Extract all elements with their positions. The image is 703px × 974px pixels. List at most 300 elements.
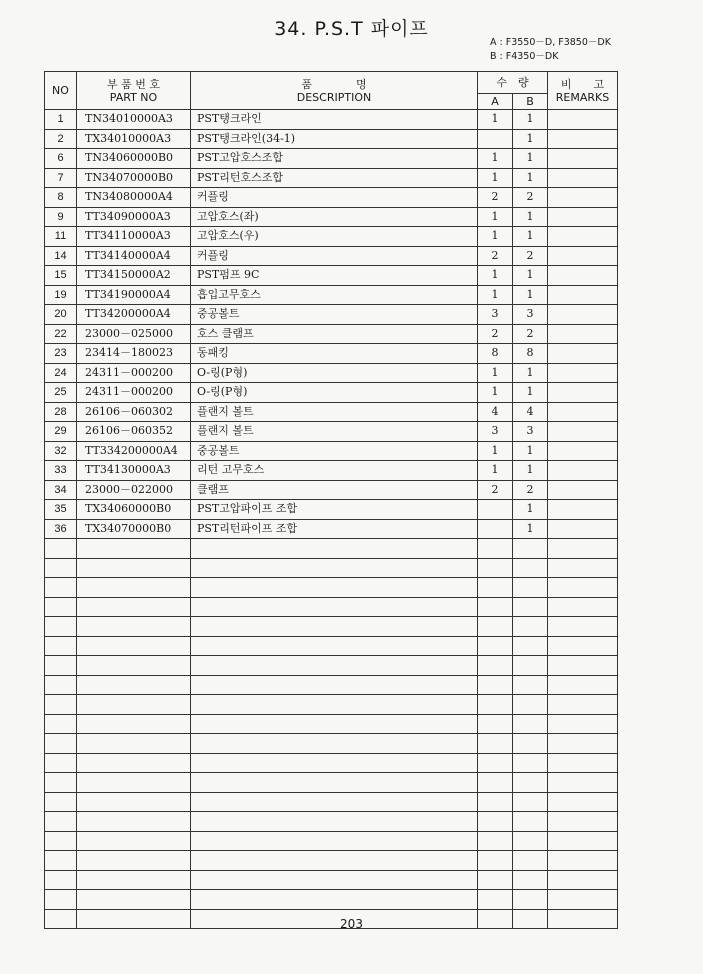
cell-remarks <box>548 246 618 266</box>
cell-qty-a: 2 <box>478 188 513 208</box>
cell-qty-a: 1 <box>478 363 513 383</box>
cell-qty-b: 1 <box>513 285 548 305</box>
cell-no: 9 <box>45 207 77 227</box>
cell-description <box>191 851 478 871</box>
table-row <box>45 695 618 715</box>
cell-part-no: TT34130000A3 <box>77 461 191 481</box>
cell-qty-b <box>513 675 548 695</box>
cell-no: 15 <box>45 266 77 286</box>
cell-no: 19 <box>45 285 77 305</box>
table-row <box>45 168 618 188</box>
cell-remarks <box>548 636 618 656</box>
cell-qty-a: 2 <box>478 480 513 500</box>
cell-qty-a <box>478 519 513 539</box>
cell-qty-a: 1 <box>478 441 513 461</box>
cell-qty-a: 1 <box>478 266 513 286</box>
table-row <box>45 539 618 559</box>
parts-table-body <box>45 110 618 929</box>
cell-qty-a <box>478 890 513 910</box>
cell-part-no: TT34200000A4 <box>77 305 191 325</box>
table-row <box>45 480 618 500</box>
cell-description <box>191 831 478 851</box>
cell-remarks <box>548 831 618 851</box>
cell-remarks <box>548 870 618 890</box>
cell-no: 8 <box>45 188 77 208</box>
cell-qty-a <box>478 851 513 871</box>
header-remarks-kr: 비 고 <box>560 77 605 91</box>
cell-qty-b <box>513 753 548 773</box>
header-col-b: B <box>513 94 548 110</box>
cell-no <box>45 539 77 559</box>
cell-remarks <box>548 149 618 169</box>
cell-qty-b <box>513 831 548 851</box>
table-row <box>45 870 618 890</box>
cell-description <box>191 812 478 832</box>
cell-qty-b: 1 <box>513 110 548 130</box>
cell-qty-b: 2 <box>513 246 548 266</box>
cell-no <box>45 812 77 832</box>
cell-qty-b <box>513 812 548 832</box>
cell-remarks <box>548 500 618 520</box>
cell-qty-a <box>478 500 513 520</box>
cell-description: O-링(P형) <box>191 383 478 403</box>
cell-qty-a <box>478 831 513 851</box>
cell-part-no <box>77 558 191 578</box>
parts-table <box>44 71 618 929</box>
cell-part-no: TX34060000B0 <box>77 500 191 520</box>
cell-description <box>191 695 478 715</box>
cell-part-no <box>77 812 191 832</box>
cell-part-no: TT34150000A2 <box>77 266 191 286</box>
cell-description: PST고압파이프 조합 <box>191 500 478 520</box>
table-row <box>45 636 618 656</box>
cell-description: 중공볼트 <box>191 441 478 461</box>
cell-part-no: TN34010000A3 <box>77 110 191 130</box>
table-row <box>45 461 618 481</box>
cell-qty-a: 1 <box>478 207 513 227</box>
cell-qty-b: 1 <box>513 129 548 149</box>
cell-description: PST리턴호스조합 <box>191 168 478 188</box>
cell-no: 22 <box>45 324 77 344</box>
cell-description: PST리턴파이프 조합 <box>191 519 478 539</box>
cell-remarks <box>548 597 618 617</box>
cell-no: 34 <box>45 480 77 500</box>
cell-qty-b <box>513 870 548 890</box>
cell-part-no: TT34140000A4 <box>77 246 191 266</box>
cell-qty-a: 4 <box>478 402 513 422</box>
cell-qty-a <box>478 773 513 793</box>
cell-remarks <box>548 383 618 403</box>
cell-qty-b: 1 <box>513 266 548 286</box>
cell-remarks <box>548 168 618 188</box>
cell-qty-a: 1 <box>478 227 513 247</box>
cell-remarks <box>548 753 618 773</box>
cell-description <box>191 675 478 695</box>
cell-no: 29 <box>45 422 77 442</box>
cell-qty-a <box>478 597 513 617</box>
model-legend <box>490 36 611 64</box>
cell-description: 고압호스(우) <box>191 227 478 247</box>
cell-remarks <box>548 266 618 286</box>
cell-remarks <box>548 792 618 812</box>
cell-description: 커플링 <box>191 246 478 266</box>
cell-remarks <box>548 402 618 422</box>
table-row <box>45 753 618 773</box>
cell-no: 7 <box>45 168 77 188</box>
table-row <box>45 675 618 695</box>
cell-no <box>45 636 77 656</box>
cell-part-no: TT34090000A3 <box>77 207 191 227</box>
cell-qty-b <box>513 792 548 812</box>
cell-qty-b: 1 <box>513 168 548 188</box>
cell-description: PST고압호스조합 <box>191 149 478 169</box>
cell-remarks <box>548 207 618 227</box>
header-qty: 수 량 <box>478 72 548 94</box>
cell-part-no <box>77 773 191 793</box>
cell-qty-b: 1 <box>513 383 548 403</box>
cell-description: O-링(P형) <box>191 363 478 383</box>
cell-no: 6 <box>45 149 77 169</box>
cell-part-no: 23414－180023 <box>77 344 191 364</box>
cell-part-no: TT34190000A4 <box>77 285 191 305</box>
cell-description: 흡입고무호스 <box>191 285 478 305</box>
table-row <box>45 792 618 812</box>
cell-qty-b <box>513 734 548 754</box>
cell-no <box>45 753 77 773</box>
cell-remarks <box>548 519 618 539</box>
cell-part-no <box>77 831 191 851</box>
table-row <box>45 558 618 578</box>
cell-description: 리턴 고무호스 <box>191 461 478 481</box>
table-row <box>45 714 618 734</box>
header-col-a: A <box>478 94 513 110</box>
cell-remarks <box>548 578 618 598</box>
cell-qty-a <box>478 656 513 676</box>
cell-description <box>191 597 478 617</box>
cell-no: 35 <box>45 500 77 520</box>
cell-qty-b <box>513 656 548 676</box>
cell-no: 24 <box>45 363 77 383</box>
cell-description <box>191 539 478 559</box>
cell-part-no: 23000－025000 <box>77 324 191 344</box>
cell-qty-b: 3 <box>513 422 548 442</box>
cell-no <box>45 578 77 598</box>
cell-no: 14 <box>45 246 77 266</box>
table-row <box>45 344 618 364</box>
cell-qty-a: 1 <box>478 110 513 130</box>
cell-qty-a <box>478 617 513 637</box>
header-part-en: PART NO <box>109 90 158 104</box>
cell-part-no <box>77 714 191 734</box>
cell-description <box>191 617 478 637</box>
cell-qty-a: 8 <box>478 344 513 364</box>
cell-no: 1 <box>45 110 77 130</box>
cell-remarks <box>548 227 618 247</box>
cell-qty-a <box>478 734 513 754</box>
cell-qty-b <box>513 714 548 734</box>
cell-no: 11 <box>45 227 77 247</box>
cell-part-no: TT34110000A3 <box>77 227 191 247</box>
table-row <box>45 597 618 617</box>
cell-qty-a <box>478 695 513 715</box>
cell-remarks <box>548 285 618 305</box>
cell-part-no <box>77 695 191 715</box>
cell-qty-a <box>478 792 513 812</box>
cell-description: PST펌프 9C <box>191 266 478 286</box>
table-row <box>45 656 618 676</box>
cell-part-no: 24311－000200 <box>77 363 191 383</box>
cell-description <box>191 890 478 910</box>
cell-qty-b <box>513 695 548 715</box>
cell-description <box>191 792 478 812</box>
cell-qty-b: 1 <box>513 500 548 520</box>
table-row <box>45 519 618 539</box>
cell-qty-a: 2 <box>478 324 513 344</box>
cell-description: 호스 클램프 <box>191 324 478 344</box>
cell-no <box>45 773 77 793</box>
cell-part-no: TN34070000B0 <box>77 168 191 188</box>
header-remarks-en: REMARKS <box>555 90 610 104</box>
cell-part-no <box>77 656 191 676</box>
cell-remarks <box>548 422 618 442</box>
cell-qty-b: 1 <box>513 363 548 383</box>
header-remarks <box>548 72 618 110</box>
cell-description <box>191 714 478 734</box>
cell-qty-b <box>513 890 548 910</box>
cell-qty-a: 1 <box>478 461 513 481</box>
cell-remarks <box>548 890 618 910</box>
header-part-no <box>77 72 191 110</box>
table-row <box>45 890 618 910</box>
cell-description <box>191 773 478 793</box>
cell-qty-b: 2 <box>513 480 548 500</box>
cell-qty-a: 3 <box>478 422 513 442</box>
cell-description: 중공볼트 <box>191 305 478 325</box>
table-row <box>45 441 618 461</box>
table-row <box>45 383 618 403</box>
header-desc-kr: 품 명 <box>301 77 367 91</box>
cell-no: 32 <box>45 441 77 461</box>
cell-qty-a <box>478 129 513 149</box>
table-row <box>45 110 618 130</box>
cell-description <box>191 636 478 656</box>
cell-no <box>45 656 77 676</box>
cell-remarks <box>548 539 618 559</box>
cell-qty-b <box>513 773 548 793</box>
cell-no: 28 <box>45 402 77 422</box>
cell-qty-b: 2 <box>513 324 548 344</box>
cell-qty-b: 1 <box>513 207 548 227</box>
table-row <box>45 422 618 442</box>
cell-part-no <box>77 851 191 871</box>
table-row <box>45 617 618 637</box>
cell-no: 25 <box>45 383 77 403</box>
table-row <box>45 207 618 227</box>
cell-part-no: 23000－022000 <box>77 480 191 500</box>
cell-remarks <box>548 344 618 364</box>
model-legend-a: A : F3550－D, F3850－DK <box>490 37 611 48</box>
table-row <box>45 305 618 325</box>
cell-remarks <box>548 773 618 793</box>
table-row <box>45 266 618 286</box>
cell-part-no: TX34070000B0 <box>77 519 191 539</box>
page-title: 34. P.S.T 파이프 <box>274 18 429 40</box>
cell-qty-b: 1 <box>513 441 548 461</box>
cell-remarks <box>548 441 618 461</box>
model-legend-b: B : F4350－DK <box>490 51 559 62</box>
cell-remarks <box>548 734 618 754</box>
cell-qty-b <box>513 636 548 656</box>
cell-description: 플랜지 볼트 <box>191 402 478 422</box>
cell-qty-b: 2 <box>513 188 548 208</box>
cell-no <box>45 851 77 871</box>
cell-part-no <box>77 578 191 598</box>
cell-qty-a <box>478 753 513 773</box>
cell-description <box>191 753 478 773</box>
cell-remarks <box>548 480 618 500</box>
cell-description: 고압호스(좌) <box>191 207 478 227</box>
cell-no <box>45 792 77 812</box>
cell-remarks <box>548 656 618 676</box>
cell-part-no: TX34010000A3 <box>77 129 191 149</box>
cell-qty-b <box>513 558 548 578</box>
cell-part-no <box>77 870 191 890</box>
cell-qty-b <box>513 539 548 559</box>
table-row <box>45 285 618 305</box>
cell-description: 플랜지 볼트 <box>191 422 478 442</box>
table-row <box>45 831 618 851</box>
cell-remarks <box>548 695 618 715</box>
cell-description: 클램프 <box>191 480 478 500</box>
header-part-kr: 부 품 번 호 <box>107 77 160 91</box>
header-description <box>191 72 478 110</box>
cell-qty-b: 4 <box>513 402 548 422</box>
cell-qty-a: 1 <box>478 383 513 403</box>
cell-part-no: 26106－060352 <box>77 422 191 442</box>
cell-qty-a: 1 <box>478 149 513 169</box>
cell-no: 23 <box>45 344 77 364</box>
cell-part-no: TN34060000B0 <box>77 149 191 169</box>
cell-qty-a <box>478 636 513 656</box>
cell-part-no <box>77 792 191 812</box>
cell-description <box>191 558 478 578</box>
cell-part-no: TT334200000A4 <box>77 441 191 461</box>
cell-remarks <box>548 617 618 637</box>
table-row <box>45 149 618 169</box>
cell-remarks <box>548 714 618 734</box>
cell-part-no <box>77 597 191 617</box>
cell-qty-b <box>513 597 548 617</box>
table-row <box>45 734 618 754</box>
cell-qty-b <box>513 851 548 871</box>
cell-part-no <box>77 890 191 910</box>
cell-remarks <box>548 129 618 149</box>
table-row <box>45 773 618 793</box>
cell-qty-a <box>478 675 513 695</box>
cell-qty-b: 1 <box>513 227 548 247</box>
cell-description <box>191 734 478 754</box>
cell-qty-b: 1 <box>513 149 548 169</box>
cell-part-no <box>77 675 191 695</box>
cell-no <box>45 714 77 734</box>
cell-qty-b <box>513 578 548 598</box>
cell-no <box>45 617 77 637</box>
cell-remarks <box>548 461 618 481</box>
table-row <box>45 851 618 871</box>
cell-remarks <box>548 305 618 325</box>
cell-remarks <box>548 324 618 344</box>
table-row <box>45 188 618 208</box>
cell-part-no <box>77 539 191 559</box>
cell-description: 커플링 <box>191 188 478 208</box>
table-row <box>45 129 618 149</box>
cell-part-no <box>77 734 191 754</box>
cell-qty-b: 3 <box>513 305 548 325</box>
cell-no <box>45 831 77 851</box>
table-row <box>45 500 618 520</box>
cell-description <box>191 870 478 890</box>
cell-description: PST탱크라인(34-1) <box>191 129 478 149</box>
cell-qty-a <box>478 578 513 598</box>
cell-part-no: TN34080000A4 <box>77 188 191 208</box>
table-row <box>45 578 618 598</box>
cell-part-no <box>77 753 191 773</box>
cell-no <box>45 870 77 890</box>
cell-qty-a <box>478 870 513 890</box>
cell-qty-a <box>478 558 513 578</box>
table-row <box>45 227 618 247</box>
cell-qty-a: 2 <box>478 246 513 266</box>
header-no: NO <box>45 72 77 110</box>
cell-remarks <box>548 558 618 578</box>
cell-remarks <box>548 188 618 208</box>
cell-no <box>45 558 77 578</box>
cell-qty-b: 8 <box>513 344 548 364</box>
cell-remarks <box>548 851 618 871</box>
cell-qty-b: 1 <box>513 519 548 539</box>
cell-qty-b <box>513 617 548 637</box>
cell-no: 33 <box>45 461 77 481</box>
cell-qty-a <box>478 539 513 559</box>
table-row <box>45 812 618 832</box>
cell-qty-a: 3 <box>478 305 513 325</box>
cell-qty-b: 1 <box>513 461 548 481</box>
cell-remarks <box>548 110 618 130</box>
table-row <box>45 246 618 266</box>
cell-part-no: 24311－000200 <box>77 383 191 403</box>
cell-no: 36 <box>45 519 77 539</box>
cell-description <box>191 656 478 676</box>
header-desc-en: DESCRIPTION <box>296 90 372 104</box>
cell-remarks <box>548 363 618 383</box>
cell-description: PST탱크라인 <box>191 110 478 130</box>
cell-description <box>191 578 478 598</box>
table-row <box>45 402 618 422</box>
cell-no <box>45 695 77 715</box>
cell-qty-a: 1 <box>478 285 513 305</box>
cell-part-no <box>77 617 191 637</box>
cell-no <box>45 890 77 910</box>
table-row <box>45 324 618 344</box>
table-row <box>45 363 618 383</box>
cell-no: 20 <box>45 305 77 325</box>
cell-qty-a <box>478 714 513 734</box>
cell-no <box>45 734 77 754</box>
cell-remarks <box>548 675 618 695</box>
cell-description: 동패킹 <box>191 344 478 364</box>
page-number: 203 <box>340 917 363 931</box>
cell-no <box>45 675 77 695</box>
